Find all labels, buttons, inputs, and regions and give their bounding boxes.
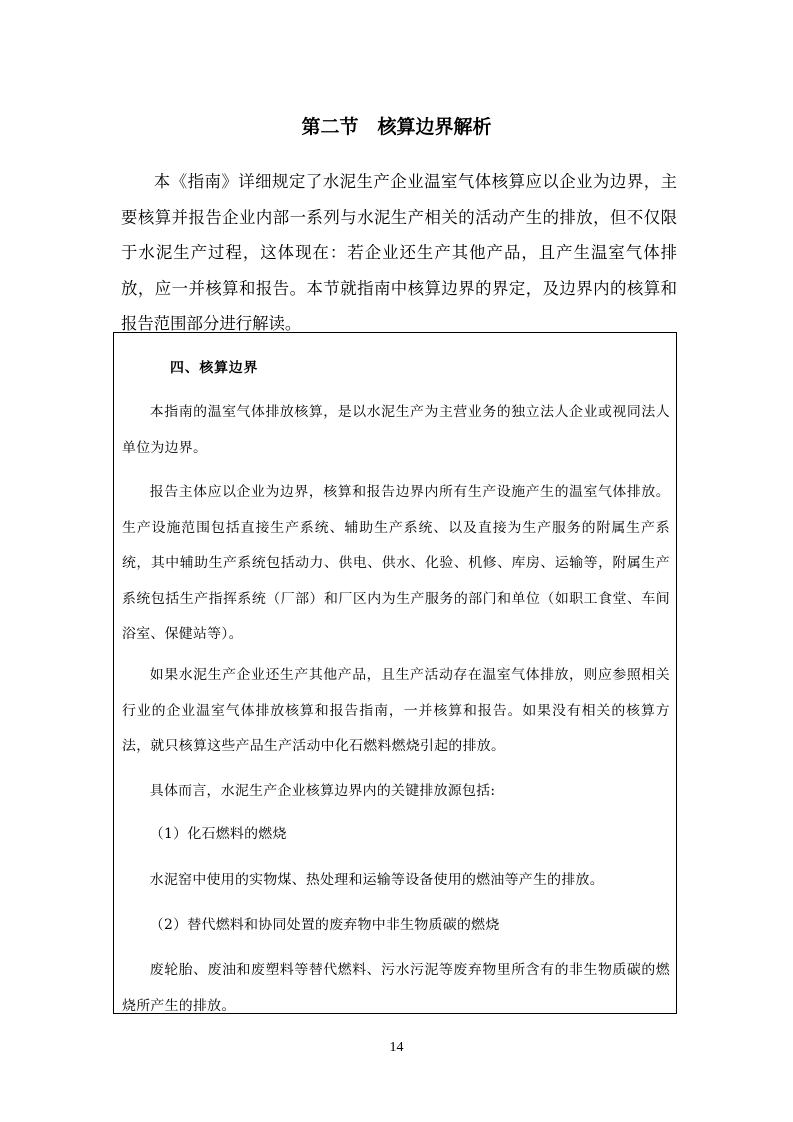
box-heading: 四、核算边界 bbox=[170, 360, 259, 376]
page-number: 14 bbox=[389, 1040, 404, 1055]
box-paragraph-key-sources: 具体而言，水泥生产企业核算边界内的关键排放源包括: bbox=[149, 783, 496, 799]
box-item-2-text: 废轮胎、废油和废塑料等替代燃料、污水污泥等废弃物里所含有的非生物质碳的燃烧所产生的排放。 bbox=[122, 962, 670, 1014]
box-paragraph-boundary-definition: 本指南的温室气体排放核算，是以水泥生产为主营业务的独立法人企业或视同法人单位为边界。 bbox=[122, 404, 670, 456]
quoted-guideline-box bbox=[113, 332, 677, 1014]
box-paragraph-reporting-scope: 报告主体应以企业为边界，核算和报告边界内所有生产设施产生的温室气体排放。生产设施范围包括直接生产系统、辅助生产系统、以及直接为生产服务的附属生产系统，其中辅助生产系统包括动力、供电、供水、化验、机修、库房、运输等，附属生产系统包括生产指挥系统（厂部）和厂区内为生产服务的部门和单位（如职工食堂、车间浴室、保健站等）。 bbox=[122, 484, 670, 642]
box-paragraph-other-products: 如果水泥生产企业还生产其他产品，且生产活动存在温室气体排放，则应参照相关行业的企业温室气体排放核算和报告指南，一并核算和报告。如果没有相关的核算方法，就只核算这些产品生产活动中化石燃料燃烧引起的排放。 bbox=[122, 667, 670, 754]
box-item-1-text: 水泥窑中使用的实物煤、热处理和运输等设备使用的燃油等产生的排放。 bbox=[149, 872, 604, 888]
box-item-1-heading: （1）化石燃料的燃烧 bbox=[149, 826, 287, 842]
box-item-2-heading: （2）替代燃料和协同处置的废弃物中非生物质碳的燃烧 bbox=[149, 917, 500, 933]
intro-paragraph: 本《指南》详细规定了水泥生产企业温室气体核算应以企业为边界，主要核算并报告企业内部一系列与水泥生产相关的活动产生的排放，但不仅限于水泥生产过程，这体现在：若企业还生产其他产品，且产生温室气体排放，应一并核算和报告。本节就指南中核算边界的界定，及边界内的核算和报告范围部分进行解读。 bbox=[121, 172, 677, 333]
section-title: 第二节 核算边界解析 bbox=[301, 116, 492, 138]
